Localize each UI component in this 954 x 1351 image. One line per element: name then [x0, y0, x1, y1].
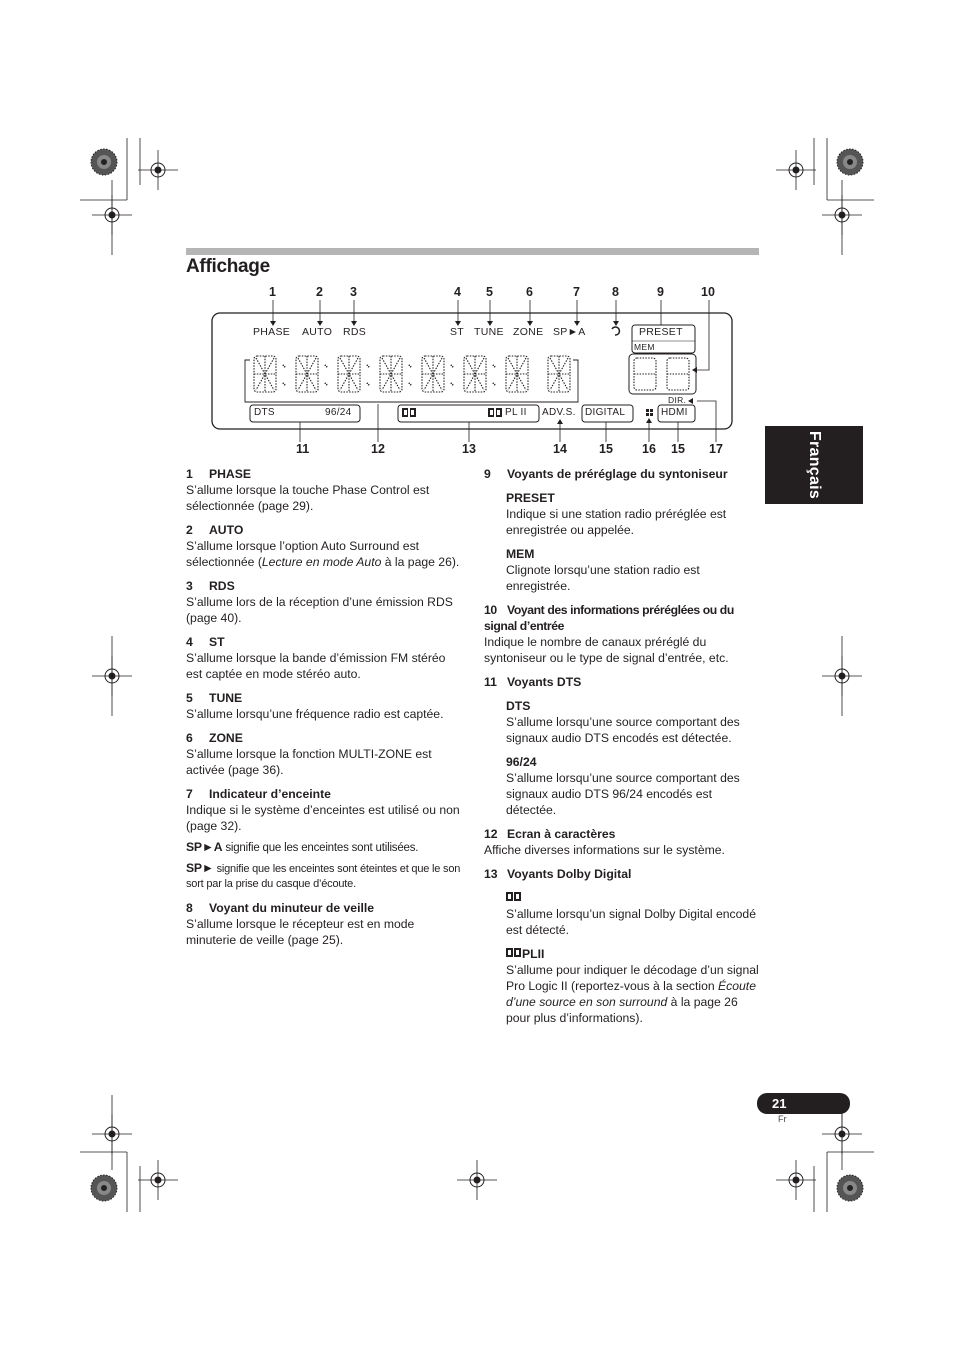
- sub-text: S’allume lorsqu’une source comportant des signaux audio DTS 96/24 encodés est détectée.: [506, 771, 740, 817]
- label-pl2: PL II: [505, 407, 527, 418]
- sub-heading: MEM: [506, 547, 535, 561]
- callout-15b: 15: [671, 442, 685, 456]
- dolby-pl2-icon: [506, 947, 522, 958]
- callout-8: 8: [612, 285, 619, 299]
- label-spa: SP►A: [553, 326, 586, 338]
- page-title: Affichage: [186, 256, 270, 277]
- label-rds: RDS: [343, 326, 367, 338]
- label-mem: MEM: [634, 342, 655, 352]
- callout-15a: 15: [599, 442, 613, 456]
- item-heading: 10 Voyant des informations préréglées ou du signal d’entrée: [484, 603, 734, 633]
- sub-item: [484, 698, 760, 818]
- sub-item: [484, 490, 760, 594]
- label-hdmi: HDMI: [661, 407, 688, 418]
- callout-14: 14: [553, 442, 567, 456]
- sub-text: Indique si une station radio préréglée est enregistrée ou appelée.: [506, 507, 727, 537]
- sub-heading: DTS: [506, 699, 531, 713]
- sub-text: Clignote lorsqu’une station radio est enregistrée.: [506, 563, 700, 593]
- sub-text: S’allume lorsqu’une source comportant des signaux audio DTS encodés est détectée.: [506, 715, 740, 745]
- sub-heading: PRESET: [506, 491, 555, 505]
- sub-item: [484, 890, 760, 1026]
- item-text: Indique si le système d’enceintes est utilisé ou non (page 32).: [186, 803, 460, 833]
- item-heading: 8 Voyant du minuteur de veille: [186, 901, 375, 915]
- item-heading: 12 Ecran à caractères: [484, 827, 616, 841]
- item-text: S’allume lors de la réception d’une émission RDS (page 40).: [186, 595, 453, 625]
- page-language: Fr: [778, 1114, 787, 1124]
- item-heading: 2 AUTO: [186, 523, 244, 537]
- sub-text: S’allume pour indiquer le décodage d’un signal Pro Logic II (reportez-vous à la section Écoute d’une source en son surround à la page 26 pour plus d’informations).: [506, 963, 759, 1025]
- item-text: Affiche diverses informations sur le système.: [484, 843, 725, 857]
- callout-10: 10: [701, 285, 715, 299]
- callout-12: 12: [371, 442, 385, 456]
- item-heading: 13 Voyants Dolby Digital: [484, 867, 632, 881]
- dolby-digital-icon: [506, 890, 760, 906]
- callout-13: 13: [462, 442, 476, 456]
- item-heading: 3 RDS: [186, 579, 235, 593]
- item-text: Indique le nombre de canaux préréglé du syntoniseur ou le type de signal d’entrée, etc.: [484, 635, 729, 665]
- callout-16: 16: [642, 442, 656, 456]
- item-note: SP►A signifie que les enceintes sont utilisées.: [186, 840, 419, 854]
- right-column: [484, 466, 760, 1026]
- label-phase: PHASE: [253, 326, 291, 338]
- item-heading: 11 Voyants DTS: [484, 675, 582, 689]
- item-text: S’allume lorsque le récepteur est en mode minuterie de veille (page 25).: [186, 917, 415, 947]
- label-dir: DIR.: [668, 395, 687, 405]
- sub-heading: PLII: [506, 946, 760, 962]
- label-dts: DTS: [254, 407, 275, 418]
- callout-7: 7: [573, 285, 580, 299]
- item-heading: 5 TUNE: [186, 691, 243, 705]
- item-text: S’allume lorsque l’option Auto Surround est sélectionnée (Lecture en mode Auto à la page 26).: [186, 539, 460, 569]
- callout-4: 4: [454, 285, 461, 299]
- label-preset: PRESET: [639, 326, 683, 338]
- label-zone: ZONE: [513, 326, 544, 338]
- label-auto: AUTO: [302, 326, 333, 338]
- item-heading: 7 Indicateur d’enceinte: [186, 787, 331, 801]
- label-advs: ADV.S.: [542, 407, 576, 418]
- callout-2: 2: [316, 285, 323, 299]
- callout-17: 17: [709, 442, 723, 456]
- item-text: S’allume lorsqu’une fréquence radio est captée.: [186, 707, 444, 721]
- callout-5: 5: [486, 285, 493, 299]
- callout-9: 9: [657, 285, 664, 299]
- item-heading: 6 ZONE: [186, 731, 243, 745]
- label-tune: TUNE: [474, 326, 504, 338]
- callout-6: 6: [526, 285, 533, 299]
- item-text: S’allume lorsque la fonction MULTI-ZONE est activée (page 36).: [186, 747, 432, 777]
- item-text: S’allume lorsque la touche Phase Control est sélectionnée (page 29).: [186, 483, 430, 513]
- label-dts-9624: 96/24: [325, 407, 352, 418]
- item-heading: 4 ST: [186, 635, 225, 649]
- label-st: ST: [450, 326, 465, 338]
- callout-1: 1: [269, 285, 276, 299]
- language-tab-label: Français: [806, 430, 823, 500]
- display-outline: [0, 0, 954, 470]
- item-note: SP► signifie que les enceintes sont éteintes et que le son sort par la prise du casque d’écoute.: [186, 861, 461, 890]
- callout-11: 11: [296, 442, 310, 456]
- item-heading: 9 Voyants de préréglage du syntoniseur: [484, 467, 728, 481]
- page-number: 21: [757, 1093, 850, 1114]
- sub-heading: 96/24: [506, 755, 537, 769]
- label-digital: DIGITAL: [585, 407, 626, 418]
- item-text: S’allume lorsque la bande d’émission FM stéréo est captée en mode stéréo auto.: [186, 651, 446, 681]
- sub-text: S’allume lorsqu’un signal Dolby Digital encodé est détecté.: [506, 907, 756, 937]
- callout-3: 3: [350, 285, 357, 299]
- left-column: [186, 466, 464, 948]
- item-heading: 1 PHASE: [186, 467, 251, 481]
